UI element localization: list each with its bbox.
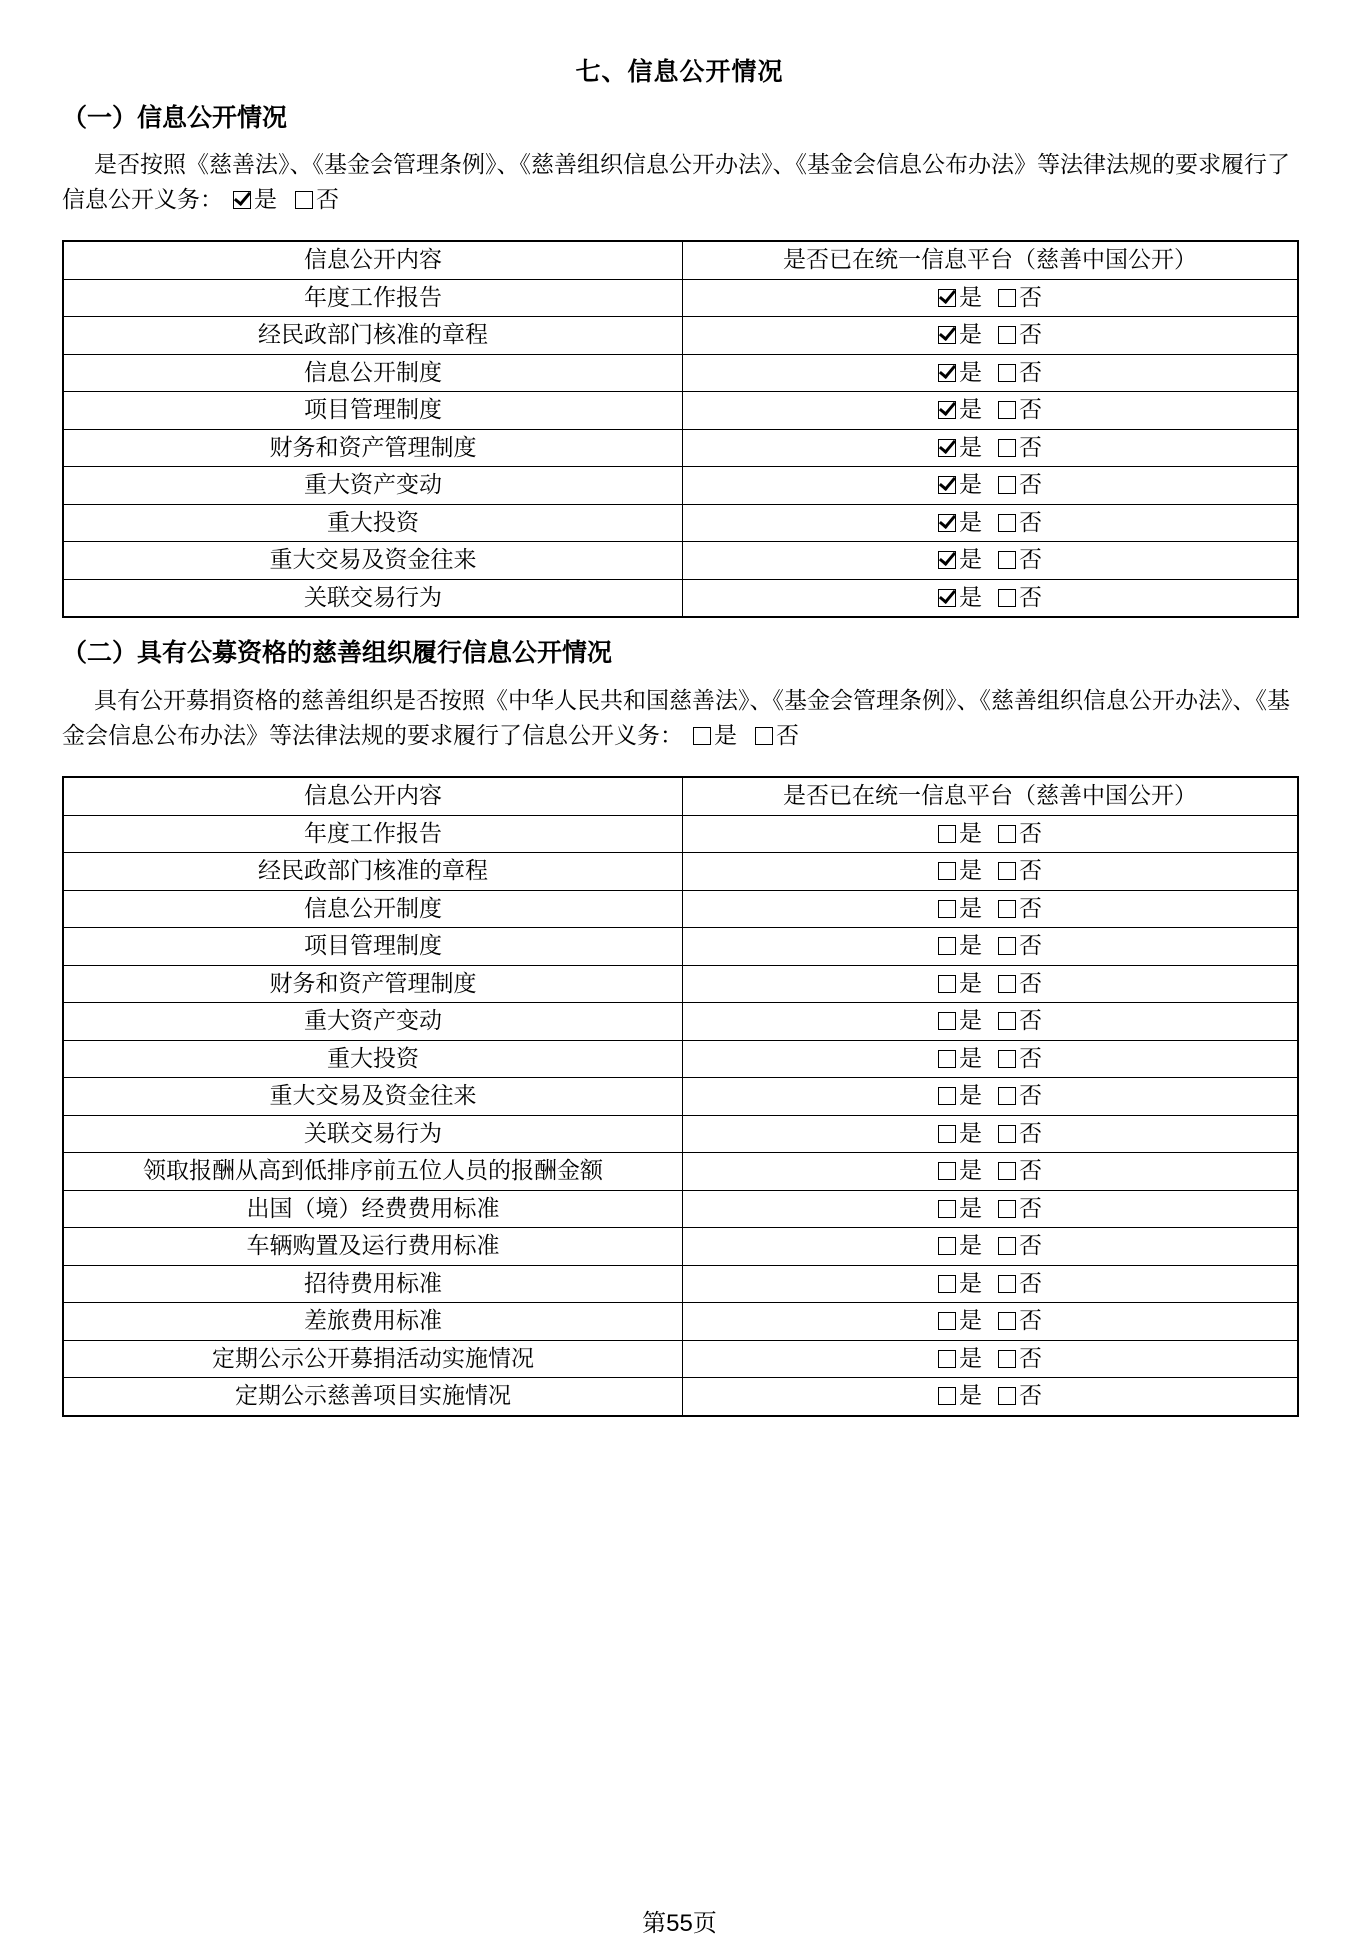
- yes-checkbox[interactable]: [938, 1012, 956, 1030]
- section2-yes-label: 是: [714, 723, 737, 749]
- yes-option: [938, 1194, 982, 1224]
- no-checkbox[interactable]: [998, 1200, 1016, 1218]
- yes-option: [938, 583, 982, 613]
- no-option: [998, 1269, 1042, 1299]
- no-label: 否: [1019, 584, 1042, 611]
- no-label: 否: [1019, 1158, 1042, 1185]
- row-status: [683, 1378, 1299, 1416]
- row-item: 重大资产变动: [63, 1003, 683, 1041]
- table-row: [63, 1378, 1298, 1416]
- yes-option: [938, 819, 982, 849]
- row-item: 项目管理制度: [63, 392, 683, 430]
- yes-option: [938, 1269, 982, 1299]
- yes-checkbox[interactable]: [938, 401, 956, 419]
- no-option: [998, 1044, 1042, 1074]
- row-item: 重大资产变动: [63, 467, 683, 505]
- table-header-row: [63, 777, 1298, 815]
- row-status: [683, 392, 1299, 430]
- row-status: [683, 542, 1299, 580]
- section2-paragraph: [62, 684, 1302, 754]
- yes-checkbox[interactable]: [938, 551, 956, 569]
- table-row: [63, 815, 1298, 853]
- no-option: [998, 470, 1042, 500]
- table-row: [63, 1078, 1298, 1116]
- yes-label: 是: [959, 820, 982, 847]
- table-row: [63, 392, 1298, 430]
- no-label: 否: [1019, 547, 1042, 574]
- table-row: [63, 965, 1298, 1003]
- yes-option: [938, 1306, 982, 1336]
- section1-no-checkbox[interactable]: [295, 191, 313, 209]
- no-checkbox[interactable]: [998, 975, 1016, 993]
- yes-checkbox[interactable]: [938, 1087, 956, 1105]
- yes-label: 是: [959, 895, 982, 922]
- row-item: 年度工作报告: [63, 279, 683, 317]
- yes-option: [938, 1044, 982, 1074]
- no-checkbox[interactable]: [998, 1162, 1016, 1180]
- no-option: [998, 1306, 1042, 1336]
- no-checkbox[interactable]: [998, 551, 1016, 569]
- header-content: 信息公开内容: [63, 777, 683, 815]
- yes-label: 是: [959, 1308, 982, 1335]
- table-row: [63, 1040, 1298, 1078]
- yes-checkbox[interactable]: [938, 825, 956, 843]
- no-label: 否: [1019, 1045, 1042, 1072]
- no-checkbox[interactable]: [998, 1087, 1016, 1105]
- yes-option: [938, 969, 982, 999]
- no-option: [998, 395, 1042, 425]
- yes-checkbox[interactable]: [938, 589, 956, 607]
- no-checkbox[interactable]: [998, 1312, 1016, 1330]
- table-row: [63, 579, 1298, 617]
- yes-label: 是: [959, 322, 982, 349]
- row-status: [683, 579, 1299, 617]
- yes-checkbox[interactable]: [938, 1387, 956, 1405]
- no-option: [998, 1119, 1042, 1149]
- section2-yes-checkbox[interactable]: [693, 727, 711, 745]
- no-option: [998, 1156, 1042, 1186]
- yes-option: [938, 1231, 982, 1261]
- yes-label: 是: [959, 1045, 982, 1072]
- row-item: 关联交易行为: [63, 1115, 683, 1153]
- row-status: [683, 1003, 1299, 1041]
- no-option: [998, 819, 1042, 849]
- no-option: [998, 1344, 1042, 1374]
- row-item: 关联交易行为: [63, 579, 683, 617]
- no-checkbox[interactable]: [998, 401, 1016, 419]
- no-label: 否: [1019, 1233, 1042, 1260]
- yes-option: [938, 1081, 982, 1111]
- row-status: [683, 1153, 1299, 1191]
- no-option: [998, 1381, 1042, 1411]
- no-label: 否: [1019, 322, 1042, 349]
- yes-option: [938, 433, 982, 463]
- yes-checkbox[interactable]: [938, 975, 956, 993]
- header-content: 信息公开内容: [63, 241, 683, 279]
- yes-option: [938, 931, 982, 961]
- no-label: 否: [1019, 359, 1042, 386]
- no-checkbox[interactable]: [998, 326, 1016, 344]
- no-checkbox[interactable]: [998, 1275, 1016, 1293]
- no-label: 否: [1019, 820, 1042, 847]
- yes-option: [938, 545, 982, 575]
- table-row: [63, 1303, 1298, 1341]
- no-option: [998, 358, 1042, 388]
- yes-label: 是: [959, 858, 982, 885]
- section2-answer: [693, 719, 799, 754]
- table-row: [63, 1190, 1298, 1228]
- no-label: 否: [1019, 509, 1042, 536]
- no-label: 否: [1019, 284, 1042, 311]
- yes-option: [938, 320, 982, 350]
- no-option: [998, 931, 1042, 961]
- no-checkbox[interactable]: [998, 1350, 1016, 1368]
- row-status: [683, 467, 1299, 505]
- yes-option: [938, 1156, 982, 1186]
- table-row: [63, 279, 1298, 317]
- section1-yes-checkbox[interactable]: [233, 191, 251, 209]
- row-status: [683, 1340, 1299, 1378]
- yes-option: [938, 508, 982, 538]
- yes-label: 是: [959, 397, 982, 424]
- table-row: [63, 928, 1298, 966]
- no-label: 否: [1019, 1383, 1042, 1410]
- section1-paragraph: [62, 148, 1302, 218]
- yes-checkbox[interactable]: [938, 1350, 956, 1368]
- row-item: 车辆购置及运行费用标准: [63, 1228, 683, 1266]
- row-status: [683, 429, 1299, 467]
- row-item: 重大投资: [63, 1040, 683, 1078]
- no-label: 否: [1019, 1008, 1042, 1035]
- row-status: [683, 504, 1299, 542]
- row-status: [683, 1228, 1299, 1266]
- yes-label: 是: [959, 434, 982, 461]
- row-item: 信息公开制度: [63, 354, 683, 392]
- no-label: 否: [1019, 1120, 1042, 1147]
- no-checkbox[interactable]: [998, 825, 1016, 843]
- yes-option: [938, 894, 982, 924]
- row-item: 项目管理制度: [63, 928, 683, 966]
- yes-option: [938, 283, 982, 313]
- no-option: [998, 856, 1042, 886]
- no-label: 否: [1019, 858, 1042, 885]
- table-row: [63, 853, 1298, 891]
- table-row: [63, 1003, 1298, 1041]
- yes-checkbox[interactable]: [938, 1200, 956, 1218]
- row-status: [683, 890, 1299, 928]
- section1-no-label: 否: [316, 187, 339, 213]
- no-checkbox[interactable]: [998, 439, 1016, 457]
- row-item: 出国（境）经费费用标准: [63, 1190, 683, 1228]
- yes-checkbox[interactable]: [938, 439, 956, 457]
- row-item: 定期公示公开募捐活动实施情况: [63, 1340, 683, 1378]
- row-status: [683, 1040, 1299, 1078]
- no-option: [998, 508, 1042, 538]
- yes-option: [938, 1119, 982, 1149]
- yes-checkbox[interactable]: [938, 1125, 956, 1143]
- row-item: 年度工作报告: [63, 815, 683, 853]
- header-platform: 是否已在统一信息平台（慈善中国公开）: [683, 241, 1299, 279]
- section2-no-label: 否: [776, 723, 799, 749]
- yes-option: [938, 358, 982, 388]
- yes-checkbox[interactable]: [938, 364, 956, 382]
- no-option: [998, 545, 1042, 575]
- row-item: 招待费用标准: [63, 1265, 683, 1303]
- yes-checkbox[interactable]: [938, 1312, 956, 1330]
- no-option: [998, 1231, 1042, 1261]
- no-checkbox[interactable]: [998, 289, 1016, 307]
- section1-paragraph-text: 是否按照《慈善法》、《基金会管理条例》、《慈善组织信息公开办法》、《基金会信息公布办法》等法律法规的要求履行了信息公开义务：: [62, 152, 1290, 213]
- table-row: [63, 354, 1298, 392]
- row-item: 信息公开制度: [63, 890, 683, 928]
- row-status: [683, 317, 1299, 355]
- yes-option: [938, 856, 982, 886]
- section1-table: [62, 240, 1299, 618]
- yes-label: 是: [959, 1195, 982, 1222]
- row-status: [683, 354, 1299, 392]
- yes-label: 是: [959, 359, 982, 386]
- no-label: 否: [1019, 970, 1042, 997]
- no-checkbox[interactable]: [998, 1012, 1016, 1030]
- table-row: [63, 1115, 1298, 1153]
- no-checkbox[interactable]: [998, 900, 1016, 918]
- yes-label: 是: [959, 472, 982, 499]
- yes-option: [938, 1381, 982, 1411]
- no-checkbox[interactable]: [998, 862, 1016, 880]
- section2-table: [62, 776, 1299, 1417]
- no-option: [998, 320, 1042, 350]
- table-row: [63, 542, 1298, 580]
- yes-label: 是: [959, 933, 982, 960]
- no-label: 否: [1019, 1270, 1042, 1297]
- yes-option: [938, 470, 982, 500]
- row-status: [683, 279, 1299, 317]
- no-option: [998, 969, 1042, 999]
- no-label: 否: [1019, 472, 1042, 499]
- section1-answer: [233, 183, 339, 218]
- row-item: 领取报酬从高到低排序前五位人员的报酬金额: [63, 1153, 683, 1191]
- page-title: 七、信息公开情况: [575, 57, 784, 86]
- page-number: 第55页: [642, 1910, 717, 1937]
- table-row: [63, 1340, 1298, 1378]
- table-row: [63, 1228, 1298, 1266]
- section1-yes-label: 是: [254, 187, 277, 213]
- yes-label: 是: [959, 584, 982, 611]
- no-checkbox[interactable]: [998, 476, 1016, 494]
- yes-checkbox[interactable]: [938, 289, 956, 307]
- yes-checkbox[interactable]: [938, 326, 956, 344]
- row-item: 差旅费用标准: [63, 1303, 683, 1341]
- yes-label: 是: [959, 284, 982, 311]
- yes-checkbox[interactable]: [938, 514, 956, 532]
- yes-label: 是: [959, 1383, 982, 1410]
- row-item: 定期公示慈善项目实施情况: [63, 1378, 683, 1416]
- no-checkbox[interactable]: [998, 937, 1016, 955]
- yes-option: [938, 395, 982, 425]
- table-row: [63, 429, 1298, 467]
- no-option: [998, 583, 1042, 613]
- no-checkbox[interactable]: [998, 514, 1016, 532]
- table-row: [63, 1265, 1298, 1303]
- no-option: [998, 433, 1042, 463]
- yes-label: 是: [959, 1270, 982, 1297]
- yes-checkbox[interactable]: [938, 476, 956, 494]
- no-option: [998, 1006, 1042, 1036]
- row-item: 财务和资产管理制度: [63, 965, 683, 1003]
- no-label: 否: [1019, 434, 1042, 461]
- no-checkbox[interactable]: [998, 1237, 1016, 1255]
- no-label: 否: [1019, 1195, 1042, 1222]
- row-status: [683, 815, 1299, 853]
- no-label: 否: [1019, 1345, 1042, 1372]
- yes-label: 是: [959, 547, 982, 574]
- no-option: [998, 1194, 1042, 1224]
- table-row: [63, 467, 1298, 505]
- yes-label: 是: [959, 1233, 982, 1260]
- yes-label: 是: [959, 1008, 982, 1035]
- no-label: 否: [1019, 895, 1042, 922]
- yes-label: 是: [959, 1158, 982, 1185]
- row-status: [683, 928, 1299, 966]
- row-status: [683, 1115, 1299, 1153]
- yes-label: 是: [959, 1345, 982, 1372]
- row-status: [683, 965, 1299, 1003]
- yes-label: 是: [959, 1083, 982, 1110]
- no-label: 否: [1019, 397, 1042, 424]
- yes-label: 是: [959, 509, 982, 536]
- table-row: [63, 1153, 1298, 1191]
- row-item: 经民政部门核准的章程: [63, 317, 683, 355]
- no-checkbox[interactable]: [998, 1050, 1016, 1068]
- yes-checkbox[interactable]: [938, 862, 956, 880]
- row-item: 财务和资产管理制度: [63, 429, 683, 467]
- yes-checkbox[interactable]: [938, 1162, 956, 1180]
- row-status: [683, 1078, 1299, 1116]
- yes-option: [938, 1006, 982, 1036]
- no-option: [998, 894, 1042, 924]
- yes-checkbox[interactable]: [938, 1237, 956, 1255]
- no-label: 否: [1019, 933, 1042, 960]
- row-item: 重大交易及资金往来: [63, 542, 683, 580]
- section1-heading: （一）信息公开情况: [62, 103, 288, 132]
- no-option: [998, 1081, 1042, 1111]
- row-status: [683, 1265, 1299, 1303]
- no-option: [998, 283, 1042, 313]
- row-item: 经民政部门核准的章程: [63, 853, 683, 891]
- table-row: [63, 317, 1298, 355]
- section2-heading: （二）具有公募资格的慈善组织履行信息公开情况: [62, 638, 613, 667]
- yes-checkbox[interactable]: [938, 937, 956, 955]
- yes-option: [938, 1344, 982, 1374]
- table-row: [63, 890, 1298, 928]
- yes-checkbox[interactable]: [938, 1275, 956, 1293]
- table-header-row: [63, 241, 1298, 279]
- no-checkbox[interactable]: [998, 1387, 1016, 1405]
- no-label: 否: [1019, 1308, 1042, 1335]
- row-status: [683, 1190, 1299, 1228]
- section2-no-checkbox[interactable]: [755, 727, 773, 745]
- header-platform: 是否已在统一信息平台（慈善中国公开）: [683, 777, 1299, 815]
- yes-label: 是: [959, 970, 982, 997]
- row-status: [683, 853, 1299, 891]
- no-checkbox[interactable]: [998, 589, 1016, 607]
- no-checkbox[interactable]: [998, 1125, 1016, 1143]
- yes-checkbox[interactable]: [938, 1050, 956, 1068]
- yes-checkbox[interactable]: [938, 900, 956, 918]
- table-row: [63, 504, 1298, 542]
- no-checkbox[interactable]: [998, 364, 1016, 382]
- yes-label: 是: [959, 1120, 982, 1147]
- row-item: 重大投资: [63, 504, 683, 542]
- row-status: [683, 1303, 1299, 1341]
- no-label: 否: [1019, 1083, 1042, 1110]
- row-item: 重大交易及资金往来: [63, 1078, 683, 1116]
- section2-paragraph-text: 具有公开募捐资格的慈善组织是否按照《中华人民共和国慈善法》、《基金会管理条例》、《慈善组织信息公开办法》、《基金会信息公布办法》等法律法规的要求履行了信息公开义务：: [62, 688, 1290, 749]
